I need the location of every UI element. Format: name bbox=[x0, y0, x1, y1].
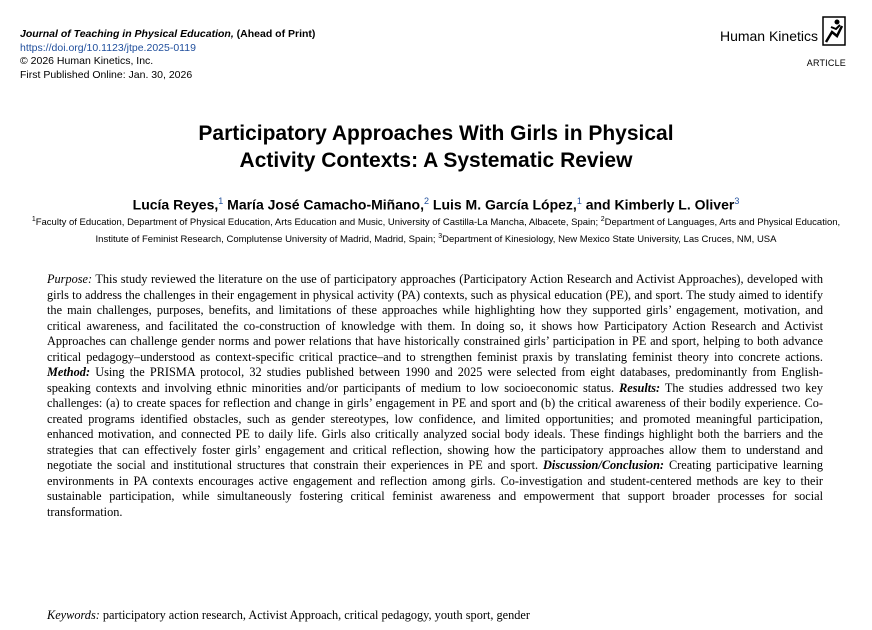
author-list bbox=[0, 192, 872, 214]
doi-link[interactable]: https://doi.org/10.1123/jtpe.2025-0119 bbox=[20, 41, 196, 54]
author-affil-sup[interactable]: 2 bbox=[423, 196, 429, 206]
author-name: Lucía Reyes, bbox=[132, 196, 219, 213]
author-name: Luis M. García López, bbox=[432, 196, 577, 213]
article-type: ARTICLE bbox=[806, 58, 846, 68]
purpose-label: Purpose: bbox=[47, 272, 93, 286]
author-affil-sup[interactable]: 1 bbox=[218, 196, 224, 206]
copyright: © 2026 Human Kinetics, Inc. bbox=[20, 55, 154, 67]
purpose-text: This study reviewed the literature on the use of participatory approaches (Participatory Action Research and Activist Approaches), developed with girls to address the challenges in their engagement in physical activity (PA) contexts, such as physical education (PE), and sport. The study aimed to identify the main challenges, purposes, benefits, and limitations of these approaches while highlighting how they supported girls’ engagement, motivation, and critical awareness, and facilitated the co-construction of knowledge with them. In doing so, it shows how Participatory Action Research and Activist Approaches can challenge gender norms and power relations that have historically constrained girls’ participation in PE and sport, helping to both advance critical pedagogy–understood as context-specific critical practice–and to strengthen feminist praxis by translating feminist theory into concrete actions. bbox=[47, 272, 823, 364]
abstract bbox=[47, 272, 823, 520]
keywords-text: participatory action research, Activist Approach, critical pedagogy, youth sport, gender bbox=[99, 608, 530, 622]
published-date: First Published Online: Jan. 30, 2026 bbox=[20, 68, 193, 81]
keywords-label: Keywords: bbox=[47, 608, 100, 622]
affiliation-3: Department of Kinesiology, New Mexico State University, Las Cruces, NM, USA bbox=[442, 233, 777, 245]
affil-sup: 2 bbox=[600, 216, 605, 223]
author-name: and Kimberly L. Oliver bbox=[585, 196, 735, 213]
human-kinetics-icon bbox=[822, 16, 846, 46]
author-name: María José Camacho-Miñano, bbox=[227, 196, 424, 213]
journal-header bbox=[20, 28, 315, 82]
paper-title bbox=[0, 120, 872, 174]
journal-line bbox=[20, 28, 315, 42]
journal-name: Journal of Teaching in Physical Education, bbox=[20, 28, 234, 40]
affiliation-2: Department of Languages, Arts and Physical Education, Institute of Feminist Research, Complutense University of Madrid, Madrid, Spain; bbox=[95, 217, 841, 245]
publisher-logo bbox=[720, 16, 846, 46]
affiliation-1: Faculty of Education, Department of Physical Education, Arts Education and Music, University of Castilla-La Mancha, Albacete, Spain; bbox=[35, 217, 601, 229]
affiliations bbox=[20, 213, 852, 246]
method-text: Using the PRISMA protocol, 32 studies published between 1990 and 2025 were selected from eight databases, predominantly from English-speaking contexts and involving ethnic minorities and/or participants of medium to low socioeconomic status. bbox=[47, 365, 823, 395]
keywords bbox=[47, 608, 823, 623]
author-affil-sup[interactable]: 1 bbox=[576, 196, 582, 206]
publisher-name: Human Kinetics bbox=[719, 28, 818, 44]
discussion-text: Creating participative learning environments in PA contexts encourages active engagement and reflection among girls. Co-investigation and student-centered methods are key to their sustainable participation, while simultaneously fostering critical feminist awareness and empowerment that support broader processes for social transformation. bbox=[47, 458, 824, 519]
discussion-label: Discussion/Conclusion: bbox=[543, 458, 665, 472]
results-text: The studies addressed two key challenges: (a) to create spaces for reflection and change in girls’ engagement in PE and sport and (b) the critical awareness of their bodily experience. Co-created programs identified obstacles, such as gender stereotypes, low confidence, and limited opportunities; and promoted meaningful participation, enhanced motivation, and connected PE to daily life. Girls also critically analyzed social body ideals. These findings highlight both the barriers and the strategies that can effectively foster girls’ engagement and critical reflection, showing how the participatory approaches allow them to understand and negotiate the social and institutional structures that constrain their experiences in PE and sport. bbox=[47, 380, 823, 472]
author-affil-sup[interactable]: 3 bbox=[734, 196, 740, 206]
title-line-2: Activity Contexts: A Systematic Review bbox=[239, 149, 633, 172]
title-line-1: Participatory Approaches With Girls in Physical bbox=[198, 122, 674, 145]
method-label: Method: bbox=[47, 365, 91, 379]
results-label: Results: bbox=[619, 380, 661, 395]
print-status: (Ahead of Print) bbox=[236, 28, 316, 40]
affil-sup: 3 bbox=[438, 232, 443, 240]
affil-sup: 1 bbox=[31, 216, 36, 223]
